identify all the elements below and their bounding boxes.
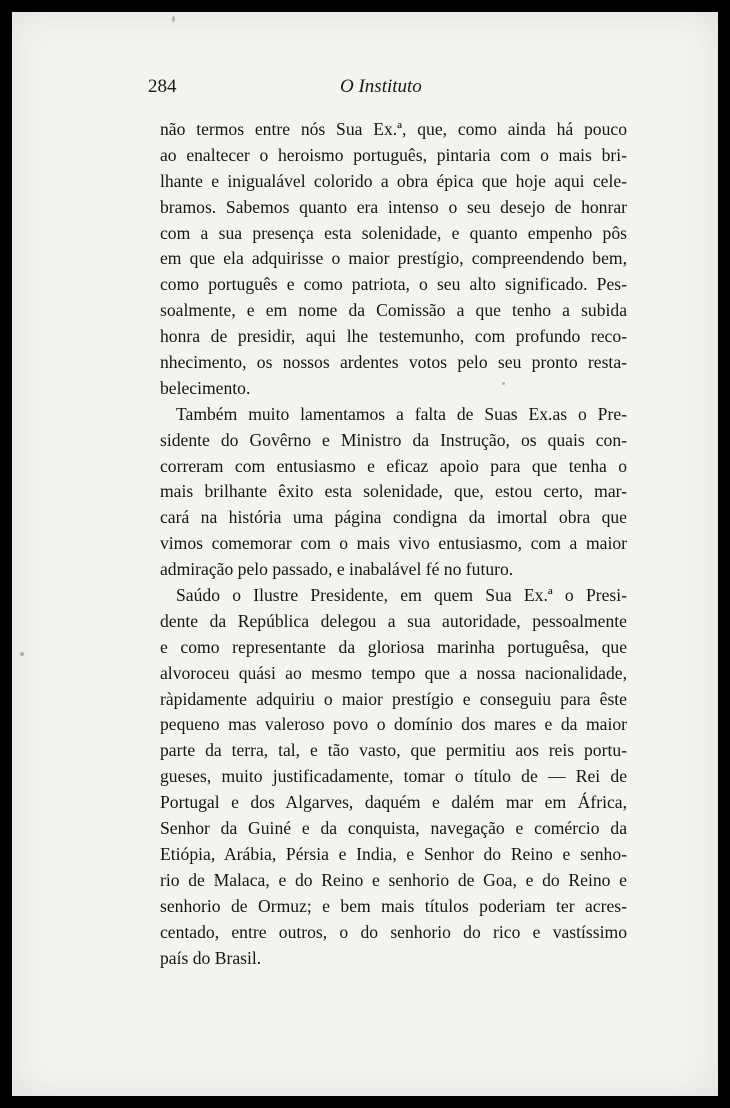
text-line: honra de presidir, aqui lhe testemunho, com profundo reco- xyxy=(160,326,627,347)
scan-speck xyxy=(172,16,175,22)
text-line: mais brilhante êxito esta solenidade, que, estou certo, mar- xyxy=(160,481,627,502)
text-line: belecimento. xyxy=(160,377,251,398)
scan-speck xyxy=(20,652,24,656)
body-text xyxy=(160,117,627,971)
text-line: país do Brasil. xyxy=(160,947,262,968)
text-line: ràpidamente adquiriu o maior prestígio e conseguiu para êste xyxy=(160,688,627,709)
text-line: sidente do Govêrno e Ministro da Instrução, os quais con- xyxy=(160,429,627,450)
text-line: nhecimento, os nossos ardentes votos pelo seu pronto resta- xyxy=(160,352,627,373)
text-line: centado, entre outros, o do senhorio do rico e vastíssimo xyxy=(160,921,627,942)
text-line: correram com entusiasmo e eficaz apoio para que tenha o xyxy=(160,455,627,476)
text-line: cará na história uma página condigna da imortal obra que xyxy=(160,507,627,528)
text-line: gueses, muito justificadamente, tomar o título de — Rei de xyxy=(160,766,627,787)
text-line: soalmente, e em nome da Comissão a que tenho a subida xyxy=(160,300,627,321)
text-line: rio de Malaca, e do Reino e senhorio de Goa, e do Reino e xyxy=(160,869,627,890)
text-line: Senhor da Guiné e da conquista, navegação e comércio da xyxy=(160,818,627,839)
text-line: como português e como patriota, o seu alto significado. Pes- xyxy=(160,274,627,295)
text-line: admiração pelo passado, e inabalável fé no futuro. xyxy=(160,559,514,580)
running-header xyxy=(148,74,618,104)
text-line: Saúdo o Ilustre Presidente, em quem Sua Ex.ª o Presi- xyxy=(176,585,627,606)
paragraph-3 xyxy=(160,583,627,971)
page-number: 284 xyxy=(148,76,177,97)
text-line: bramos. Sabemos quanto era intenso o seu desejo de honrar xyxy=(160,196,627,217)
text-line: ao enaltecer o heroismo português, pintaria com o mais bri- xyxy=(160,144,627,165)
text-line: vimos comemorar com o mais vivo entusiasmo, com a maior xyxy=(160,533,627,554)
journal-title: O Instituto xyxy=(340,76,422,97)
text-line: senhorio de Ormuz; e bem mais títulos poderiam ter acres- xyxy=(160,895,627,916)
text-line: e como representante da gloriosa marinha portuguêsa, que xyxy=(160,636,627,657)
text-line: Também muito lamentamos a falta de Suas Ex.as o Pre- xyxy=(176,403,627,424)
text-line: não termos entre nós Sua Ex.ª, que, como ainda há pouco xyxy=(160,119,627,139)
text-line: Etiópia, Arábia, Pérsia e India, e Senhor do Reino e senho- xyxy=(160,843,627,864)
text-line: lhante e inigualável colorido a obra épica que hoje aqui cele- xyxy=(160,170,627,191)
text-line: com a sua presença esta solenidade, e quanto empenho pôs xyxy=(160,222,627,243)
text-line: pequeno mas valeroso povo o domínio dos mares e da maior xyxy=(160,714,627,735)
text-line: parte da terra, tal, e tão vasto, que permitiu aos reis portu- xyxy=(160,740,627,761)
text-line: em que ela adquirisse o maior prestígio, compreendendo bem, xyxy=(160,248,627,269)
paragraph-2 xyxy=(160,402,627,583)
text-line: dente da República delegou a sua autoridade, pessoalmente xyxy=(160,610,627,631)
paragraph-1 xyxy=(160,117,627,402)
text-line: Portugal e dos Algarves, daquém e dalém mar em África, xyxy=(160,792,627,813)
text-line: alvoroceu quási ao mesmo tempo que a nossa nacionalidade, xyxy=(160,662,627,683)
